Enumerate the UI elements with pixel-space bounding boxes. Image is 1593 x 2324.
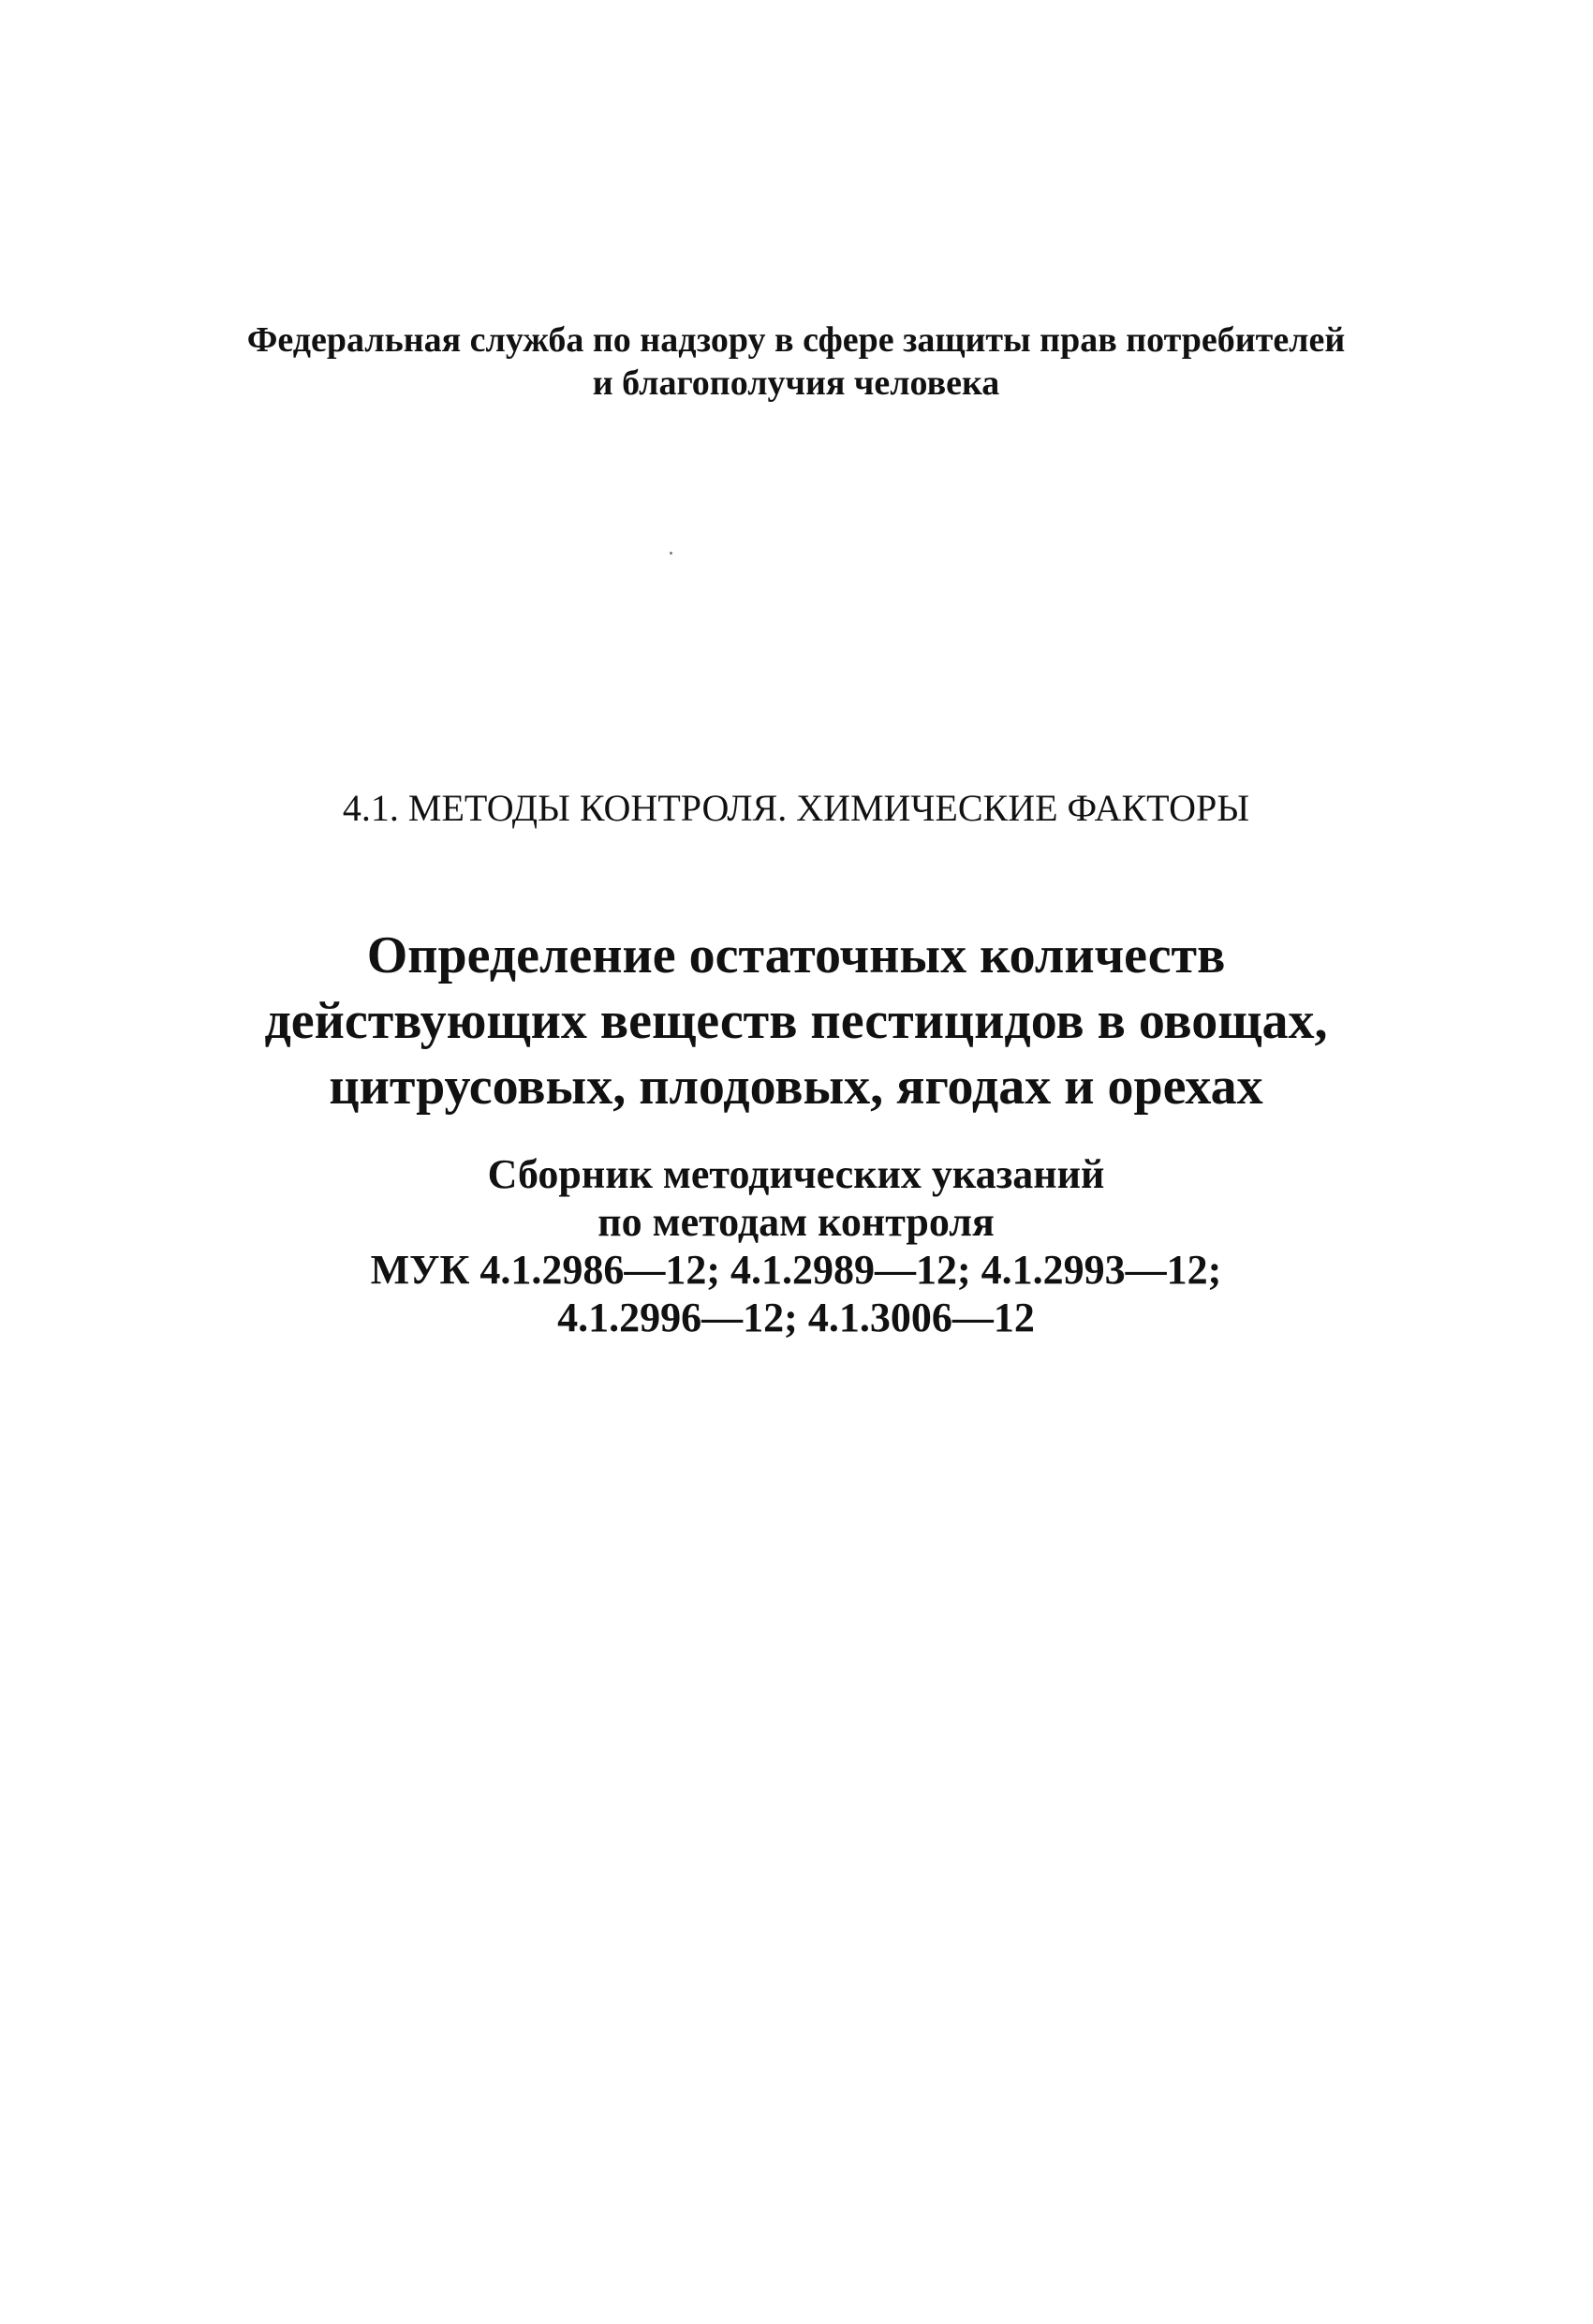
scan-speck bbox=[670, 552, 672, 555]
agency-line: Федеральная служба по надзору в сфере защиты прав потребителей bbox=[246, 320, 1346, 360]
subtitle-line: 4.1.2996—12; 4.1.3006—12 bbox=[557, 1295, 1035, 1340]
subtitle-line: Сборник методических указаний bbox=[487, 1151, 1105, 1197]
agency-name bbox=[140, 318, 1452, 405]
title-line: Определение остаточных количеств bbox=[366, 926, 1226, 984]
document-title bbox=[140, 923, 1452, 1119]
document-subtitle bbox=[140, 1150, 1452, 1341]
title-line: цитрусовых, плодовых, ягодах и орехах bbox=[329, 1058, 1263, 1116]
title-line: действующих веществ пестицидов в овощах, bbox=[264, 992, 1328, 1050]
agency-line: и благополучия человека bbox=[592, 363, 1000, 403]
subtitle-line: МУК 4.1.2986—12; 4.1.2989—12; 4.1.2993—12; bbox=[370, 1247, 1222, 1293]
section-heading: 4.1. МЕТОДЫ КОНТРОЛЯ. ХИМИЧЕСКИЕ ФАКТОРЫ bbox=[342, 787, 1250, 829]
subtitle-line: по методам контроля bbox=[597, 1199, 995, 1245]
